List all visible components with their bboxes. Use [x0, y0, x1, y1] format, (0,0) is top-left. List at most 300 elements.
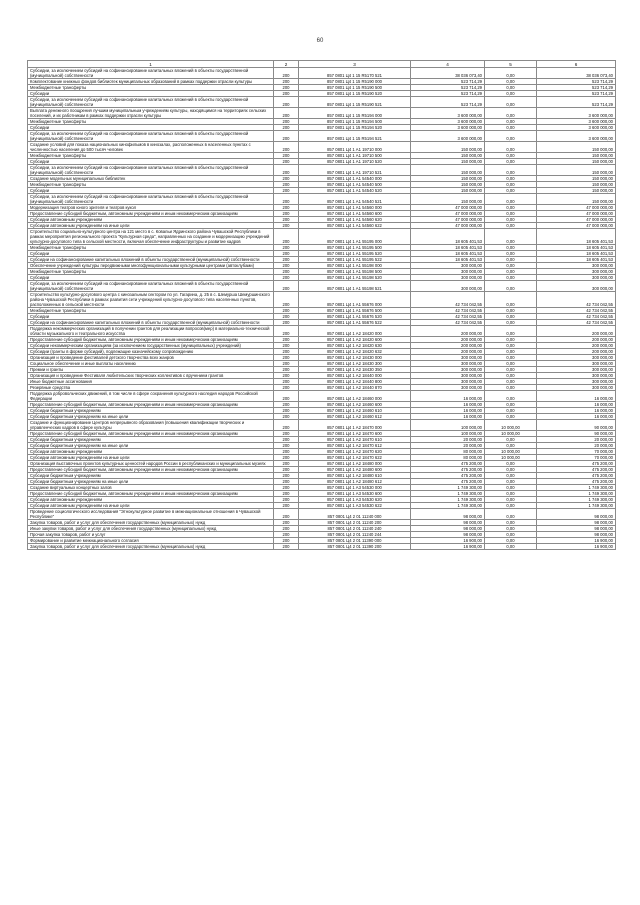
row-remaining-cell: 300 000,00	[537, 385, 616, 391]
row-planned-cell: 475 200,00	[411, 473, 485, 479]
row-remaining-cell: 70 000,00	[537, 455, 616, 461]
row-remaining-cell: 47 000 000,00	[537, 223, 616, 229]
row-name-cell: Субсидии на софинансирование капитальных вложений в объекты государственной (муниципальной) собственности	[28, 257, 274, 263]
row-planned-cell: 300 000,00	[411, 263, 485, 269]
row-planned-cell: 150 000,00	[411, 188, 485, 194]
row-remaining-cell: 1 749 300,00	[537, 497, 616, 503]
row-planned-cell: 20 000,00	[411, 437, 485, 443]
row-planned-cell: 3 600 000,00	[411, 131, 485, 142]
row-name-cell: Предоставление субсидий бюджетным, автономным учреждениям и иным некоммерческим организациям	[28, 402, 274, 408]
row-code-cell: 857 0801 Ц4 1 А3 54530 600	[299, 491, 411, 497]
row-planned-cell: 300 000,00	[411, 269, 485, 275]
row-code-cell: 857 0801 Ц4 1 А1 19710 520	[299, 159, 411, 165]
row-executed-cell: 0,00	[485, 326, 537, 337]
row-planned-cell: 47 000 000,00	[411, 223, 485, 229]
row-name-cell: Создание модельных муниципальных библиотек	[28, 176, 274, 182]
row-code-cell: 857 0801 Ц4 1 А1 55198 500	[299, 269, 411, 275]
row-name-cell: Межбюджетные трансферты	[28, 182, 274, 188]
budget-table-body	[28, 61, 616, 550]
row-executed-cell: 0,00	[485, 443, 537, 449]
row-remaining-cell: 200 000,00	[537, 343, 616, 349]
row-planned-cell: 80 000,00	[411, 449, 485, 455]
row-executed-cell: 0,00	[485, 205, 537, 211]
row-executed-cell: 0,00	[485, 229, 537, 245]
row-code-cell: 857 0801 Ц4 1 15 R5190 000	[299, 79, 411, 85]
row-planned-cell: 100 000,00	[411, 431, 485, 437]
table-row	[28, 326, 616, 337]
row-remaining-cell: 475 200,00	[537, 467, 616, 473]
row-name-cell: Субсидии бюджетным учреждениям	[28, 473, 274, 479]
row-planned-cell: 100 000,00	[411, 420, 485, 431]
row-status-cell: 200	[274, 467, 299, 473]
row-name-cell: Социальное обеспечение и иные выплаты населению	[28, 361, 274, 367]
row-executed-cell: 0,00	[485, 68, 537, 79]
row-status-cell: 200	[274, 361, 299, 367]
row-executed-cell: 0,00	[485, 538, 537, 544]
row-name-cell: Межбюджетные трансферты	[28, 153, 274, 159]
row-planned-cell: 300 000,00	[411, 281, 485, 292]
row-executed-cell: 0,00	[485, 251, 537, 257]
table-row	[28, 131, 616, 142]
row-remaining-cell: 16 900,00	[537, 538, 616, 544]
row-status-cell: 200	[274, 245, 299, 251]
row-remaining-cell: 18 605 401,53	[537, 257, 616, 263]
row-name-cell: Субсидии	[28, 188, 274, 194]
row-planned-cell: 1 749 300,00	[411, 485, 485, 491]
row-code-cell: 857 0801 Ц4 1 А1 55195 520	[299, 251, 411, 257]
table-row	[28, 68, 616, 79]
row-planned-cell: 150 000,00	[411, 176, 485, 182]
row-planned-cell: 3 600 000,00	[411, 119, 485, 125]
row-code-cell: 857 0801 Ц4 1 А2 18440 000	[299, 373, 411, 379]
row-status-cell: 200	[274, 320, 299, 326]
row-status-cell: 200	[274, 526, 299, 532]
row-remaining-cell: 300 000,00	[537, 281, 616, 292]
table-row	[28, 281, 616, 292]
row-code-cell: 857 0801 Ц4 1 15 R5194 521	[299, 131, 411, 142]
row-name-cell: Субсидии, за исключением субсидий на софинансирование капитальных вложений в объекты государственной (муниципальной) собственности	[28, 68, 274, 79]
row-remaining-cell: 47 000 000,00	[537, 217, 616, 223]
row-status-cell: 200	[274, 520, 299, 526]
row-name-cell: Предоставление субсидий бюджетным, автономным учреждениям и иным некоммерческим организациям	[28, 491, 274, 497]
row-name-cell: Субсидии	[28, 91, 274, 97]
row-status-cell: 200	[274, 217, 299, 223]
row-status-cell: 200	[274, 85, 299, 91]
row-planned-cell: 523 714,29	[411, 91, 485, 97]
row-executed-cell: 0,00	[485, 245, 537, 251]
row-status-cell: 200	[274, 292, 299, 308]
row-status-cell: 200	[274, 153, 299, 159]
row-code-cell: 857 0801 Ц4 1 А3 54530 000	[299, 485, 411, 491]
row-name-cell: Субсидии, за исключением субсидий на софинансирование капитальных вложений в объекты государственной (муниципальной) собственности	[28, 165, 274, 176]
row-code-cell: 857 0801 Ц4 2 01 11240 200	[299, 520, 411, 526]
table-row	[28, 229, 616, 245]
row-executed-cell: 0,00	[485, 385, 537, 391]
row-code-cell: 857 0801 Ц4 1 15 R5190 520	[299, 91, 411, 97]
row-remaining-cell: 3 600 000,00	[537, 131, 616, 142]
row-planned-cell: 42 734 042,55	[411, 314, 485, 320]
row-planned-cell: 150 000,00	[411, 165, 485, 176]
row-code-cell: 857 0801 Ц4 1 А1 54540 000	[299, 176, 411, 182]
row-name-cell: Создание виртуальных концертных залов	[28, 485, 274, 491]
row-name-cell: Комплектование книжных фондов библиотек муниципальных образований в рамках поддержки отрасли культуры	[28, 79, 274, 85]
row-status-cell: 200	[274, 326, 299, 337]
row-code-cell: 857 0801 Ц4 1 А1 55676 000	[299, 292, 411, 308]
row-status-cell: 200	[274, 491, 299, 497]
row-planned-cell: 98 000,00	[411, 509, 485, 520]
row-code-cell: 857 0801 Ц4 1 А1 55676 500	[299, 308, 411, 314]
row-planned-cell: 475 200,00	[411, 467, 485, 473]
row-executed-cell: 0,00	[485, 314, 537, 320]
row-name-cell: Субсидии автономным учреждениям на иные цели	[28, 503, 274, 509]
row-name-cell: Строительство культурно-досугового центра с кинозальным сектором по ул. Гагарина, д. 25 в с. Шемурша Шемуршинского района Чувашской Республики в рамках развития сети учреждений культурно-досугового типа населенных пунктов, расположенных в сельской местности	[28, 292, 274, 308]
row-executed-cell: 0,00	[485, 223, 537, 229]
row-planned-cell: 3 600 000,00	[411, 108, 485, 119]
table-row	[28, 165, 616, 176]
row-status-cell: 200	[274, 497, 299, 503]
row-executed-cell: 0,00	[485, 373, 537, 379]
row-planned-cell: 98 000,00	[411, 532, 485, 538]
row-planned-cell: 300 000,00	[411, 385, 485, 391]
row-status-cell: 200	[274, 131, 299, 142]
row-status-cell: 200	[274, 437, 299, 443]
row-remaining-cell: 3 600 000,00	[537, 119, 616, 125]
row-name-cell: Межбюджетные трансферты	[28, 85, 274, 91]
row-executed-cell: 0,00	[485, 485, 537, 491]
row-status-cell: 200	[274, 281, 299, 292]
row-name-cell: Субсидии, за исключением субсидий на софинансирование капитальных вложений в объекты государственной (муниципальной) собственности	[28, 194, 274, 205]
row-executed-cell: 0,00	[485, 125, 537, 131]
row-status-cell: 200	[274, 194, 299, 205]
row-status-cell: 200	[274, 538, 299, 544]
row-status-cell: 200	[274, 314, 299, 320]
row-name-cell: Субсидии, за исключением субсидий на софинансирование капитальных вложений в объекты государственной (муниципальной) собственности	[28, 131, 274, 142]
row-code-cell: 857 0801 Ц4 1 А1 54560 600	[299, 211, 411, 217]
row-code-cell: 857 0801 Ц4 1 А1 54540 520	[299, 188, 411, 194]
row-status-cell: 200	[274, 503, 299, 509]
row-code-cell: 857 0801 Ц4 1 15 R5194 000	[299, 108, 411, 119]
row-remaining-cell: 1 749 300,00	[537, 485, 616, 491]
row-executed-cell: 10 000,00	[485, 455, 537, 461]
row-status-cell: 200	[274, 182, 299, 188]
table-row	[28, 509, 616, 520]
row-code-cell: 857 0801 Ц4 1 15 R5170 521	[299, 68, 411, 79]
row-status-cell: 200	[274, 125, 299, 131]
row-executed-cell: 0,00	[485, 91, 537, 97]
row-remaining-cell: 200 000,00	[537, 326, 616, 337]
row-remaining-cell: 98 000,00	[537, 532, 616, 538]
row-status-cell: 200	[274, 205, 299, 211]
row-status-cell: 200	[274, 142, 299, 153]
row-name-cell: Предоставление субсидий бюджетным, автономным учреждениям и иным некоммерческим организациям	[28, 211, 274, 217]
row-code-cell: 857 0801 Ц4 2 01 11390 000	[299, 538, 411, 544]
row-executed-cell: 0,00	[485, 97, 537, 108]
row-executed-cell: 0,00	[485, 349, 537, 355]
row-executed-cell: 0,00	[485, 211, 537, 217]
row-name-cell: Межбюджетные трансферты	[28, 119, 274, 125]
row-remaining-cell: 300 000,00	[537, 367, 616, 373]
row-name-cell: Субсидии бюджетным учреждениям на иные цели	[28, 443, 274, 449]
row-status-cell: 200	[274, 97, 299, 108]
row-executed-cell: 0,00	[485, 182, 537, 188]
row-executed-cell: 0,00	[485, 361, 537, 367]
row-planned-cell: 300 000,00	[411, 361, 485, 367]
row-executed-cell: 0,00	[485, 257, 537, 263]
row-remaining-cell: 16 000,00	[537, 408, 616, 414]
row-executed-cell: 0,00	[485, 520, 537, 526]
row-name-cell: Субсидии, за исключением субсидий на софинансирование капитальных вложений в объекты государственной (муниципальной) собственности	[28, 281, 274, 292]
row-planned-cell: 1 749 300,00	[411, 497, 485, 503]
row-name-cell: Субсидии автономным учреждениям	[28, 497, 274, 503]
row-name-cell: Выплата денежного поощрения лучшим муниципальным учреждениям культуры, находящимся на территориях сельских поселений, и их работникам в рамках поддержки отрасли культуры	[28, 108, 274, 119]
row-remaining-cell: 38 036 073,40	[537, 68, 616, 79]
row-executed-cell: 0,00	[485, 355, 537, 361]
row-code-cell: 857 0801 Ц4 1 А3 54530 622	[299, 503, 411, 509]
row-code-cell: 857 0801 Ц4 1 А2 18420 600	[299, 337, 411, 343]
row-status-cell: 200	[274, 461, 299, 467]
row-executed-cell: 0,00	[485, 142, 537, 153]
row-planned-cell: 150 000,00	[411, 142, 485, 153]
row-status-cell: 200	[274, 223, 299, 229]
row-executed-cell: 0,00	[485, 367, 537, 373]
row-remaining-cell: 3 600 000,00	[537, 125, 616, 131]
row-code-cell: 857 0801 Ц4 1 А2 18430 000	[299, 355, 411, 361]
row-name-cell: Формирование и развитие межнационального согласия	[28, 538, 274, 544]
header-cell: 2	[274, 61, 299, 68]
row-remaining-cell: 3 600 000,00	[537, 108, 616, 119]
row-executed-cell: 0,00	[485, 408, 537, 414]
row-code-cell: 857 0801 Ц4 1 А2 18480 612	[299, 479, 411, 485]
row-status-cell: 200	[274, 91, 299, 97]
row-planned-cell: 16 900,00	[411, 544, 485, 550]
row-executed-cell: 0,00	[485, 402, 537, 408]
row-executed-cell: 0,00	[485, 165, 537, 176]
row-planned-cell: 42 734 042,55	[411, 320, 485, 326]
row-name-cell: Субсидии бюджетным учреждениям	[28, 408, 274, 414]
row-name-cell: Межбюджетные трансферты	[28, 245, 274, 251]
row-status-cell: 200	[274, 379, 299, 385]
row-executed-cell: 0,00	[485, 217, 537, 223]
header-row	[28, 61, 616, 68]
row-name-cell: Субсидии на софинансирование капитальных вложений в объекты государственной (муниципальной) собственности	[28, 320, 274, 326]
row-remaining-cell: 200 000,00	[537, 349, 616, 355]
row-status-cell: 200	[274, 337, 299, 343]
row-name-cell: Субсидии бюджетным учреждениям	[28, 437, 274, 443]
row-planned-cell: 18 605 401,53	[411, 245, 485, 251]
row-planned-cell: 523 714,29	[411, 85, 485, 91]
row-status-cell: 200	[274, 431, 299, 437]
row-code-cell: 857 0801 Ц4 1 15 R5194 500	[299, 119, 411, 125]
row-executed-cell: 0,00	[485, 503, 537, 509]
row-name-cell: Предоставление субсидий бюджетным, автономным учреждениям и иным некоммерческим организациям	[28, 337, 274, 343]
row-status-cell: 200	[274, 229, 299, 245]
row-code-cell: 857 0801 Ц4 1 А2 18430 350	[299, 367, 411, 373]
row-name-cell: Субсидии бюджетным учреждениям на иные цели	[28, 479, 274, 485]
row-executed-cell: 0,00	[485, 320, 537, 326]
row-status-cell: 200	[274, 211, 299, 217]
row-planned-cell: 300 000,00	[411, 275, 485, 281]
header-cell: 1	[28, 61, 274, 68]
table-row	[28, 142, 616, 153]
row-code-cell: 857 0801 Ц4 1 15 R5190 521	[299, 97, 411, 108]
row-code-cell: 857 0801 Ц4 1 А1 55676 522	[299, 320, 411, 326]
row-executed-cell: 0,00	[485, 108, 537, 119]
row-code-cell: 857 0801 Ц4 1 А1 19710 500	[299, 153, 411, 159]
row-remaining-cell: 18 605 401,53	[537, 251, 616, 257]
row-executed-cell: 0,00	[485, 343, 537, 349]
row-remaining-cell: 1 749 300,00	[537, 503, 616, 509]
row-executed-cell: 0,00	[485, 194, 537, 205]
row-name-cell: Субсидии автономным учреждениям на иные цели	[28, 223, 274, 229]
row-name-cell: Резервные средства	[28, 385, 274, 391]
row-executed-cell: 0,00	[485, 79, 537, 85]
row-planned-cell: 42 734 042,55	[411, 308, 485, 314]
row-remaining-cell: 150 000,00	[537, 142, 616, 153]
row-remaining-cell: 523 714,29	[537, 97, 616, 108]
row-code-cell: 857 0801 Ц4 1 А3 54530 620	[299, 497, 411, 503]
row-status-cell: 200	[274, 68, 299, 79]
row-name-cell: Субсидии (гранты в форме субсидий), подлежащие казначейскому сопровождению	[28, 349, 274, 355]
row-status-cell: 200	[274, 402, 299, 408]
row-status-cell: 200	[274, 108, 299, 119]
row-executed-cell: 0,00	[485, 414, 537, 420]
row-remaining-cell: 20 000,00	[537, 437, 616, 443]
row-remaining-cell: 300 000,00	[537, 275, 616, 281]
row-name-cell: Проведение социологического исследования "Этнокультурное развитие в межнациональные отношения в Чувашской Республике"	[28, 509, 274, 520]
row-name-cell: Закупка товаров, работ и услуг для обеспечения государственных (муниципальных) нужд	[28, 544, 274, 550]
row-code-cell: 857 0801 Ц4 1 А2 18470 600	[299, 431, 411, 437]
row-code-cell: 857 0801 Ц4 1 А2 18430 300	[299, 361, 411, 367]
row-status-cell: 200	[274, 473, 299, 479]
row-planned-cell: 38 036 073,40	[411, 68, 485, 79]
row-name-cell: Иные закупки товаров, работ и услуг для обеспечения государственных (муниципальных) нужд	[28, 526, 274, 532]
row-code-cell: 857 0801 Ц4 2 01 11240 240	[299, 526, 411, 532]
row-remaining-cell: 16 000,00	[537, 391, 616, 402]
row-name-cell: Межбюджетные трансферты	[28, 269, 274, 275]
row-status-cell: 200	[274, 159, 299, 165]
row-planned-cell: 3 600 000,00	[411, 125, 485, 131]
row-planned-cell: 16 000,00	[411, 391, 485, 402]
row-remaining-cell: 300 000,00	[537, 355, 616, 361]
row-planned-cell: 16 000,00	[411, 408, 485, 414]
row-name-cell: Предоставление субсидий бюджетным, автономным учреждениям и иным некоммерческим организациям	[28, 467, 274, 473]
row-code-cell: 857 0801 Ц4 1 А2 18470 612	[299, 443, 411, 449]
row-code-cell: 857 0801 Ц4 1 А1 54560 622	[299, 223, 411, 229]
row-code-cell: 857 0801 Ц4 1 А2 18420 630	[299, 343, 411, 349]
row-executed-cell: 0,00	[485, 467, 537, 473]
row-name-cell: Поддержка некоммерческих организаций в получении грантов для реализации вопросов(мер) в материально-технической области музыкального и театрального искусства	[28, 326, 274, 337]
header-cell: 4	[411, 61, 485, 68]
row-name-cell: Субсидии бюджетным учреждениям на иные цели	[28, 414, 274, 420]
row-status-cell: 200	[274, 443, 299, 449]
row-planned-cell: 200 000,00	[411, 343, 485, 349]
row-remaining-cell: 42 734 042,55	[537, 308, 616, 314]
row-executed-cell: 0,00	[485, 131, 537, 142]
row-executed-cell: 0,00	[485, 544, 537, 550]
row-executed-cell: 0,00	[485, 292, 537, 308]
row-name-cell: Премии и гранты	[28, 367, 274, 373]
row-name-cell: Предоставление субсидий бюджетным, автономным учреждениям и иным некоммерческим организациям	[28, 431, 274, 437]
row-remaining-cell: 150 000,00	[537, 182, 616, 188]
row-code-cell: 857 0801 Ц4 1 А2 18440 870	[299, 385, 411, 391]
row-name-cell: Создание условий для показа национальных кинофильмов в кинозалах, расположенных в населенных пунктах с численностью населения до 500 тысяч человек	[28, 142, 274, 153]
row-remaining-cell: 16 000,00	[537, 402, 616, 408]
row-name-cell: Поддержка добровольческих движений, в том числе в сфере сохранения культурного наследия народов Российской Федерации	[28, 391, 274, 402]
row-planned-cell: 300 000,00	[411, 367, 485, 373]
row-name-cell: Модернизация театров юного зрителя и театров кукол	[28, 205, 274, 211]
row-planned-cell: 150 000,00	[411, 153, 485, 159]
row-executed-cell: 0,00	[485, 526, 537, 532]
row-name-cell: Межбюджетные трансферты	[28, 308, 274, 314]
row-planned-cell: 150 000,00	[411, 194, 485, 205]
budget-table	[27, 60, 616, 550]
row-code-cell: 857 0801 Ц4 1 А1 55195 000	[299, 229, 411, 245]
row-status-cell: 200	[274, 391, 299, 402]
row-code-cell: 857 0801 Ц4 1 А1 55195 500	[299, 245, 411, 251]
row-status-cell: 200	[274, 79, 299, 85]
row-remaining-cell: 70 000,00	[537, 449, 616, 455]
row-remaining-cell: 300 000,00	[537, 269, 616, 275]
row-code-cell: 857 0801 Ц4 1 А1 54540 500	[299, 182, 411, 188]
row-planned-cell: 300 000,00	[411, 373, 485, 379]
row-executed-cell: 0,00	[485, 269, 537, 275]
row-remaining-cell: 300 000,00	[537, 373, 616, 379]
row-code-cell: 857 0801 Ц4 1 А2 18470 622	[299, 455, 411, 461]
row-status-cell: 200	[274, 263, 299, 269]
row-planned-cell: 1 749 300,00	[411, 503, 485, 509]
row-remaining-cell: 90 000,00	[537, 420, 616, 431]
row-remaining-cell: 150 000,00	[537, 188, 616, 194]
row-planned-cell: 18 605 401,53	[411, 257, 485, 263]
row-name-cell: Субсидии	[28, 159, 274, 165]
row-planned-cell: 16 000,00	[411, 402, 485, 408]
row-code-cell: 857 0801 Ц4 1 А1 55198 000	[299, 263, 411, 269]
row-remaining-cell: 300 000,00	[537, 379, 616, 385]
row-code-cell: 857 0801 Ц4 1 А2 18480 610	[299, 473, 411, 479]
row-name-cell: Субсидии автономным учреждениям на иные цели	[28, 455, 274, 461]
row-executed-cell: 0,00	[485, 153, 537, 159]
row-status-cell: 200	[274, 373, 299, 379]
row-status-cell: 200	[274, 188, 299, 194]
row-code-cell: 857 0801 Ц4 2 01 11390 200	[299, 544, 411, 550]
row-remaining-cell: 98 000,00	[537, 520, 616, 526]
row-planned-cell: 475 200,00	[411, 479, 485, 485]
row-status-cell: 200	[274, 349, 299, 355]
row-remaining-cell: 523 714,29	[537, 79, 616, 85]
row-remaining-cell: 42 734 042,55	[537, 320, 616, 326]
row-executed-cell: 0,00	[485, 275, 537, 281]
row-code-cell: 857 0801 Ц4 1 А2 18420 632	[299, 349, 411, 355]
row-code-cell: 857 0801 Ц4 1 А2 18470 000	[299, 420, 411, 431]
row-executed-cell: 10 000,00	[485, 449, 537, 455]
row-status-cell: 200	[274, 308, 299, 314]
row-executed-cell: 0,00	[485, 461, 537, 467]
row-code-cell: 857 0801 Ц4 1 А1 54560 620	[299, 217, 411, 223]
table-row	[28, 108, 616, 119]
row-remaining-cell: 20 000,00	[537, 443, 616, 449]
row-name-cell: Иные бюджетные ассигнования	[28, 379, 274, 385]
row-executed-cell: 0,00	[485, 479, 537, 485]
row-status-cell: 200	[274, 509, 299, 520]
row-remaining-cell: 16 000,00	[537, 414, 616, 420]
row-name-cell: Обеспечение учреждений культуры передвижными многофункциональными культурными центрами (автоклубами)	[28, 263, 274, 269]
row-executed-cell: 0,00	[485, 263, 537, 269]
row-code-cell: 857 0801 Ц4 1 А2 18460 612	[299, 414, 411, 420]
row-remaining-cell: 98 000,00	[537, 509, 616, 520]
row-planned-cell: 523 714,29	[411, 97, 485, 108]
row-remaining-cell: 18 605 401,53	[537, 245, 616, 251]
row-planned-cell: 200 000,00	[411, 326, 485, 337]
